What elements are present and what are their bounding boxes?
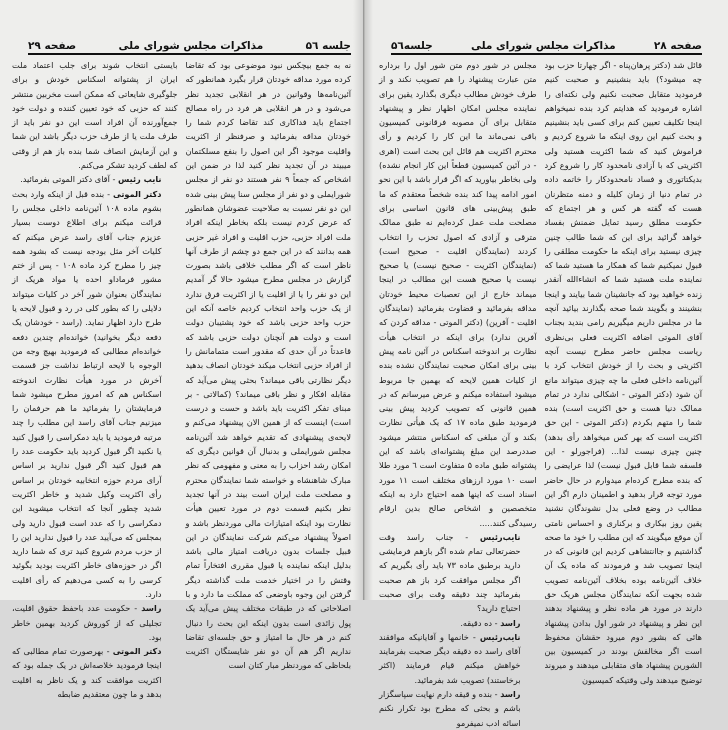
- speech-text: - بهرصورت تمام مطالبی که اینجا فرمودید خلاصه‌اش در یک جمله بود که اکثریت موافقت کند و یک ناظر به اقلیت بدهد و ما چون معتقدیم ضابطه: [12, 646, 162, 700]
- speaker-name: دکتر الموتی: [112, 646, 162, 657]
- speaker-name: راسد: [500, 689, 521, 700]
- page-number: صفحه ۲۸: [653, 40, 702, 52]
- page-header: [391, 38, 702, 52]
- paragraph-text: بایستی انتخاب شوند برای جلب اعتماد ملت ایران از پشتوانه اسکناس خودش و برای جلوگیری شایعاتی که ممکن است مخربین منتشر کنند که حزبی که خود تعیین کننده و دولت خود جمع‌آورنده آن افراد است این دو نفر باید از طرف ملت یا از طرف حزب دیگر باشد این شما و این آزمایش انصاف شما بنده باز هم از وقتی که لطف کردید تشکر می‌کنم.: [12, 60, 178, 171]
- paragraph-text: قائل شد (دکتر پرهان‌پناه - اگر چهارتا حزب بود چه میشود؟) باید بنشینیم و صحبت کنیم فرمودید متقابل صحبت نکنیم ولی نکته‌ای را اشاره فرمودید که هدایتم کرد بنده نمیخواهم اینجا تکلیف تعیین کنم برای کسی باید بنشینیم و بحث کنیم این روی اینکه ما شروع کردیم و فراموش کنید که شما اکثریت هستید ولی اکثریتی که با آزادی نامحدود کار را شروع کرد بدیکتاتوری و فساد نامحدودکار را خاتمه داده در تمام دنیا از زمان کلیله و دمنه متظرنان هست که گفته هر کس و هر اجتماع که حکومت مطلق رسید تمایل ضمنش بفساد خواهد گرائید برای این که شما طالب چنین چیزی نیستید برای اینکه ما حکومت مطلقی را قبول نمیکنیم شما که همکار ما هستید شما که نماینده ملت هستید شما که انشاءالله آنقدر زنده خواهید بود که جانشینان شما بیایند و اینجا بنشینند و بگویند شما صحه بگذارند بیائید آنچه ما در مجلس داریم میگیریم رامی بندید بجناب آقای الموتی اضافه اکثریت فعلی بی‌نظری ریاست مجلس حاضر مطرح نیست آنچه اکثریتی و بحث را از خودش انتخاب کرد با آئین‌نامه داخلی فعلی ما چه چیزی میتواند مانع آن شود (دکتر الموتی - اشکالی ندارد در تمام ممالک دنیا هست و حق اکثریت است) بنده شما را متهم بکردم (دکتر الموتی - این حق اکثریت است که بهر کس میخواهد رأی بدهد) چنین چیزی نیست لذا... (فراجورلو - این فلسفه شما قابل قبول نیست) لذا عرایضی را که بنده مطرح کرده‌ام میدوارم در حال حاضر مورد توجه قرار بدهید و اطمینان دارم اگر این مطالب در وضع فعلی بدل نشوندگان نشنید یقین روز بیکاری و برکناری و احساس نامتی آن موقع میگویند که این مطلب را خود ما صحه گذاشتیم و جا‌انتشاهی کردیم این قانونی که در اینجا تصویب شد و فرمودند که ماده یک آن خلاف آئین‌نامه بوده بخلاف آئین‌نامه تصویب شده بجهت آنکه نمایندگان مجلس هریک حق دارند در مورد هر ماده نظر و پیشنهاد بدهند این نظر و پیشنهاد در شور اول بدادن پیشنهاد هائی که بشور دوم میرود حقشان محفوظ است اگر مخالفش بودند در کمیسیون بین الشورین پیشنهاد های متقابلی میدهند و میروند توضیح میدهند ولی وقتیکه کمیسیون: [544, 60, 702, 685]
- speech-text: - بنده قبل از اینکه وارد بحث بشوم ماده ۱۰۸ آئین‌نامه داخلی مجلس را قرائت میکنم برای اطلاع دوست بسیار عزیزم جناب آقای راسد عرض میکنم که کلیات آخر مثل بودجه نیست که بشود همه چیز را مطرح کرد ماده ۱۰۸ - پس از ختم مشور فرماداو احده یا مواد هریک از نمایندگان بعنوان شور آخر در کلیات میتواند دلایلی را که بطور کلی در رد و قبول لایحه یا طرح دارد اظهار نماید. (راسد - خودشان یک دفعه دیگر بخوانید) خوانده‌ام چندین دفعه خوانده‌ام مطالبی که فرمودید بهیچ وجه من الوجوه با لایحه ارتباط نداشت جز قسمت آخرش در مورد هیأت نظارت اندوخته اسکناس هم که امروز مطرح میشود شما فرمایشتان را بفرمائید ما هم حرفمان را میزنیم جناب آقای راسد این مطلب را چند مرتبه فرمودید یا باید دمکراسی را قبول کنید یا نکنید اگر قبول کردید باید حکومت عدد را هم قبول کنید اگر قبول ندارید بر اساس آرای مردم حوزه انتخابیه خودتان بر اساس رأی اکثریت وکیل شدید و خاطر اکثریت شدید چطور آنجا که انتخاب میشوید این دمکراسی را که عدد است قبول دارید ولی بمجلس که می‌آیید عدد را قبول ندارید این را از حزب مردم شروع کنید تری که شما دارید اگر در حوزه‌های خاطر اکثریت بودید بگوئید کرسی را به کسی می‌دهیم که رأی اقلیت دارد.: [12, 188, 162, 599]
- speech-text: - بنده و قیقه دارم نهایت سپاسگزار باشم و بحثی که مطرح بود تکرار نکنم اسائه ادب نمیفرمو: [379, 689, 521, 728]
- speech-text: - حکومت عدد باحفظ حقوق اقلیت، تجلیلی که از کوروش کردید بهمین خاطر بود.: [12, 603, 162, 642]
- speaker-name: دکتر الموتی: [113, 188, 162, 199]
- running-title: مذاکرات مجلس شورای ملی: [470, 40, 616, 52]
- speech-paragraph: [379, 616, 537, 630]
- paragraph: [12, 58, 178, 172]
- paragraph: [545, 58, 703, 687]
- column-right: [545, 58, 703, 730]
- gutter-shadow: [353, 0, 363, 600]
- page-header: [28, 38, 351, 52]
- running-title: مذاکرات مجلس شورای ملی: [118, 40, 264, 52]
- text-columns: [379, 58, 702, 730]
- paragraph: [186, 58, 352, 673]
- column-left: [379, 58, 537, 730]
- speaker-name: نایب رئیس: [118, 174, 162, 185]
- speaker-name: راسد: [500, 617, 521, 628]
- speech-paragraph: [12, 187, 178, 602]
- speaker-name: راسد: [141, 603, 162, 614]
- speech-text: - آقای دکتر الموتی بفرمائید.: [20, 174, 119, 185]
- paragraph: [379, 58, 537, 530]
- speech-text: - خانمها و آقایانیکه موافقند آقای راسد ده دقیقه دیگر صحبت بفرمایند خواهش میکنم قیام فرمایند (اکثر برخاستند) تصویب شد بفرمائید.: [379, 631, 521, 685]
- column-left: [12, 58, 178, 701]
- paragraph-text: نه به جمع بیچکس نبود موضوعی بود که تقاضا کرده مورد مداقه خودتان قرار بگیرد همانطور که آئین‌نامه‌ها وقوانین در هر انقلابی تجدید نظر می‌شود و در هر انقلابی هر فرد در راه مصالح اجتماع باید فداکاری کند تقاضا کردم شما را خودتان مداقه بفرمائید و صرفنظر از اکثریت واقلیت موجود اگر این اصول را بنفع مسلکتمان میبیند در آن تجدید نظر کنید لذا در ضمن این اشخاص که جمعاً ۹ نفر هستند دو نفر از مجلس شورایملی و دو نفر از مجلس سنا پیش بینی شده این دو نفر نسبت به صلاحیت عضوشان همانطور که عرض کردم نیست بلکه بخاطر اینکه افراد ملت افراد حزبی، حزب اقلیت و افراد غیر حزبی همه بدانند که در این جمع دو چشم از طرف آنها ناظر است که اگر مطلب خلافی باشد بصورت گزارش در مجلس مطرح میشود حالا گر آمدیم این دو نفر را یا از اقلیت یا از اکثریت فرق ندارد از یک حزب واحد انتخاب کردیم خاصه آنکه این حزب واحد حزبی باشد که خود پشتیبان دولت است و دولت هم آنچنان دولت حزبی باشد که قاعدتاً در آن حدی که مقدور است متمامانش را از افراد حزبی انتخاب میکند خودتان انصاف بدهید دیگر نظارتی باقی میماند؟ بحثی پیش می‌آید که مقابله افکار و نظر باقی میماند؟ (کمالاتی - بر مبنای تفکر اکثریت باید باشد و حست و درست است) اینست که از همین الان پیشنهاد می‌کنم و لایحه‌ی پیشنهادی که تقدیم خواهد شد آئین‌نامه مجلس شورایملی و بدنبال آن قوانین دیگری که امکان رشد احزاب را به معنی و مفهومی که نظر مبارک شاهنشاه و خواسته شما نمایندگان محترم و مصلحت ملت ایران است بیند در آنها تجدید نظر بکنیم قسمت دوم در مورد تعیین هیأت نظارت بود اینکه امتیازات مالی موردنظر باشد و اصولاً پیشنهاد می‌کنم شرکت نمایندگان در این قبیل جلسات بدون دریافت امتیاز مالی باشد بدلیل اینکه نماینده یا قبول مقرری افتخاراً تمام وقتش را در اختیار خدمت ملت گذاشته دیگر گرفتن این وجوه باوضعی که مملکت ما دارد و با اصلاحاتی که در طبقات مختلف پیش می‌آید یک پول زائدی است بدون اینکه این بحث را دنبال کنم در هر حال ما امتیاز و حق جلسه‌ای تقاضا نداریم اگر هم آن دو نفر شایستگان اکثریت بلحاظی که موردنظر مبار کتان است: [185, 60, 351, 671]
- speech-paragraph: [379, 530, 537, 616]
- text-columns: [12, 58, 351, 701]
- speaker-name: نایب‌رئیس: [479, 631, 521, 642]
- header-rule: [391, 53, 702, 55]
- speech-text: - جناب راسد وقت حضرتعالی تمام شده اگر بازهم فرمایشی دارید برطبق ماده ۷۳ باید رأی بگیریم که اگر مجلس موافقت کرد باز هم صحبت بفرمائید چند دقیقه وقت برای صحبت احتیاج دارید؟: [379, 531, 521, 614]
- page-29: [0, 0, 364, 700]
- speech-paragraph: [379, 687, 537, 730]
- header-rule: [28, 53, 351, 55]
- speech-paragraph: [379, 630, 537, 687]
- speech-paragraph: [12, 644, 178, 701]
- session-number: جلسه۵٦: [391, 40, 433, 52]
- speech-text: - ده دقیقه.: [460, 617, 501, 628]
- session-number: جلسه ۵٦: [305, 40, 351, 52]
- speaker-name: نایب‌رئیس: [479, 531, 521, 542]
- speech-paragraph: [12, 172, 178, 186]
- page-28: [364, 0, 728, 728]
- gutter-shadow: [365, 0, 373, 600]
- page-number: صفحه ۲۹: [28, 40, 77, 52]
- column-right: [186, 58, 352, 701]
- speech-paragraph: [12, 601, 178, 644]
- paragraph-text: مجلس در شور دوم متن شور اول را برداره متن عبارت پیشنهاد را هم تصویب نکند و از طرف خودش مطالب دیگری بگذارد یقین برای نماینده مجلس امکان اظهار نظر و پیشنهاد متقابل برای آن مصوبه فرقانونی کمیسیون باقی نمی‌ماند ما این کار را کردیم و رأی محترم اکثریت هم قائل این بحث است (اهری - در آئین کمیسیون قطعاً این کار انجام نشده) ولی بخاطر بیاورید که اگر قرار باشد با این نحو امور ادامه پیدا کند بنده شخصاً معتقدم که ما طبق پیش‌بینی های قانون اساسی برای مصلحت ملت عمل کرده‌ایم نه طبق ممالک مترقی و آزادی که اصول تحزب را انتخاب کردند (نمایندگان اقلیت - صحیح است) (نمایندگان اکثریت - صحیح نیست) یا صحیح نیست یا صحیح هست این مطالب در اینجا میماند خارج از این تعصبات محیط خودتان مداقه بفرمائید و قضاوت بفرمائید (نمایندگان اقلیت - آفرین) (دکتر الموتی - مداقه کردن که آفرین ندارد) برای اینکه در انتخاب هیأت نظارت بر اندوخته اسکناس در آئین نامه پیش بینی برای امکان صحبت نمایندگان نشده بنده از کلیات همین لایحه که بهمین جا مربوط میشود استفاده میکنم و عرض میرسانم که در همین قانونی که تصویب کردید پیش بینی فرمودید طبق ماده ۱۷ که یک هیأتی نظارت بکند و آن مبلغی که اسکناس منتشر میشود صددرصد این مبلغ پشتوانه‌ای باشد که این پشتوانه طبق ماده ۵ متفاوت است ٦ مورد طلا است ۱۰ مورد ارزهای مختلف است ۱۱ مورد اسناد است که اینها همه احتیاج دارد به اینکه متخصصین و اشخاص صالح بدین ارقام رسیدگی کنند.....: [379, 60, 537, 528]
